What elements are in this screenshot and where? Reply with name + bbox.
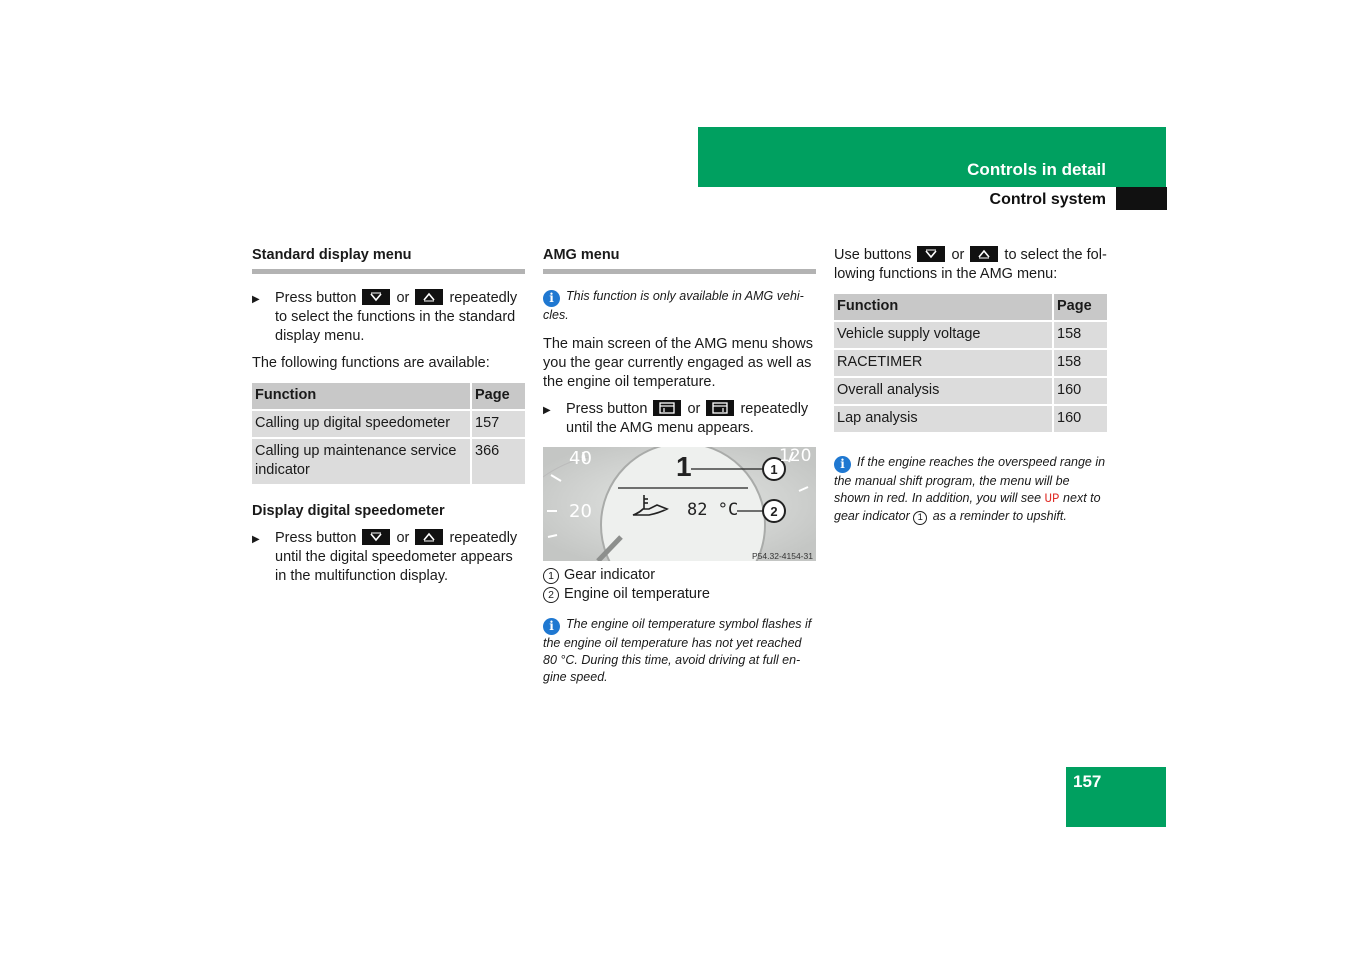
column-standard-menu	[252, 246, 525, 586]
down-arrow-key-icon	[917, 246, 945, 262]
heading-amg-menu: AMG menu	[543, 246, 816, 274]
callout-1: 1	[770, 462, 778, 477]
gauge-label-20: 20	[569, 501, 592, 522]
up-arrow-key-icon	[415, 289, 443, 305]
up-arrow-key-icon	[415, 529, 443, 545]
oil-temperature-value: 82 °C	[687, 500, 739, 520]
amg-display-figure	[543, 447, 816, 561]
info-note-amg-only: i This function is only available in AMG vehi-cles.	[543, 289, 804, 322]
table-header-row: Function Page	[834, 294, 1107, 320]
table-row: RACETIMER 158	[834, 348, 1107, 376]
gauge-label-40: 40	[569, 448, 592, 469]
table-row: Calling up digital speedometer 157	[252, 409, 525, 437]
table-row: Overall analysis 160	[834, 376, 1107, 404]
info-note-overspeed: i If the engine reaches the overspeed range in the manual shift program, the menu will be shown in red. In addition, you will see UP next to gear indicator 1 as a reminder to upshift.	[834, 455, 1106, 523]
column-amg-functions	[834, 246, 1107, 525]
table-row: Calling up maintenance service indicator 366	[252, 437, 525, 484]
standard-functions-table	[252, 383, 525, 484]
info-icon: i	[543, 290, 560, 307]
amg-description: The main screen of the AMG menu shows you the gear currently engaged as well as the engine oil temperature.	[543, 336, 813, 390]
down-arrow-key-icon	[362, 289, 390, 305]
amg-functions-intro: Use buttons or to select the fol-lowing functions in the AMG menu:	[834, 247, 1107, 282]
heading-standard-display-menu: Standard display menu	[252, 246, 525, 274]
callout-2: 2	[770, 504, 778, 519]
functions-intro: The following functions are available:	[252, 355, 490, 371]
figure-code: P54.32-4154-31	[752, 551, 813, 561]
info-icon: i	[543, 618, 560, 635]
table-row: Vehicle supply voltage 158	[834, 320, 1107, 348]
info-icon: i	[834, 456, 851, 473]
page-number: 157	[1073, 772, 1102, 791]
step-standard-menu: ▶ Press button or repeatedly to select the functions in the standard display menu.	[252, 289, 525, 346]
chapter-title: Controls in detail	[967, 160, 1106, 179]
step-digital-speedometer: ▶ Press button or repeatedly until the digital speedometer appears in the multifunction display.	[252, 529, 525, 586]
menu-back-key-icon	[653, 400, 681, 416]
section-title: Control system	[989, 191, 1106, 208]
amg-functions-table	[834, 294, 1107, 432]
info-note-oil-temperature: i The engine oil temperature symbol flashes if the engine oil temperature has not yet reached 80 °C. During this time, avoid driving at full en-gine speed.	[543, 617, 812, 684]
down-arrow-key-icon	[362, 529, 390, 545]
column-amg-menu	[543, 246, 816, 686]
legend-item: 2 Engine oil temperature	[543, 585, 816, 604]
menu-forward-key-icon	[706, 400, 734, 416]
up-arrow-key-icon	[970, 246, 998, 262]
section-marker	[1116, 187, 1167, 210]
legend-item: 1 Gear indicator	[543, 566, 816, 585]
table-row: Lap analysis 160	[834, 404, 1107, 432]
heading-digital-speedometer: Display digital speedometer	[252, 503, 445, 519]
gauge-label-120: 120	[779, 447, 812, 466]
gear-indicator-value: 1	[676, 451, 692, 482]
upshift-indicator-text: UP	[1044, 492, 1060, 506]
table-header-row: Function Page	[252, 383, 525, 409]
step-amg-menu: ▶ Press button or repeatedly until the AMG menu appears.	[543, 400, 816, 438]
